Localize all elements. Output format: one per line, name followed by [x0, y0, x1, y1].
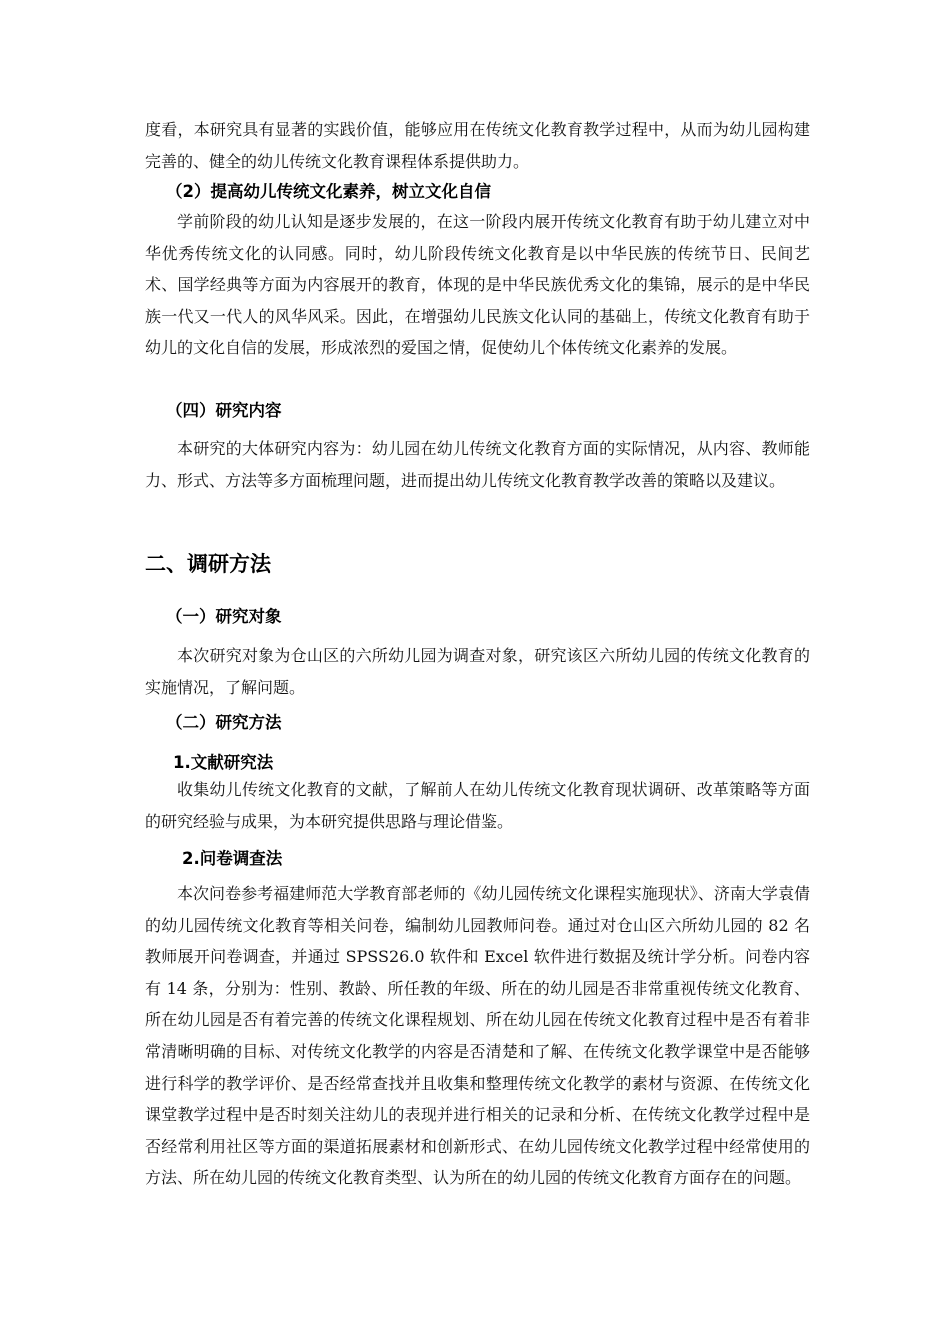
paragraph-intro-continued: 度看，本研究具有显著的实践价值，能够应用在传统文化教育教学过程中，从而为幼儿园构建完善的、健全的幼儿传统文化教育课程体系提供助力。 [145, 120, 810, 171]
paragraph-survey-method: 本次问卷参考福建师范大学教育部老师的《幼儿园传统文化课程实施现状》、济南大学袁倩的幼儿园传统文化教育等相关问卷，编制幼儿园教师问卷。通过对仓山区六所幼儿园的 82 名教师展开问卷调查，并通过 SPSS26.0 软件和 Excel 软件进行数据及统计学分析。问卷内容有 14 条，分别为：性别、教龄、所任教的年级、所在的幼儿园是否非常重视传统文化教育、所在幼儿园是否有着完善的传统文化课程规划、所在幼儿园在传统文化教育过程中是否有着非常清晰明确的目标、对传统文化教学的内容是否清楚和了解、在传统文化教学课堂中是否能够进行科学的教学评价、是否经常查找并且收集和整理传统文化教学的素材与资源、在传统文化课堂教学过程中是否时刻关注幼儿的表现并进行相关的记录和分析、在传统文化教学过程中是否经常利用社区等方面的渠道拓展素材和创新形式、在幼儿园传统文化教学过程中经常使用的方法、所在幼儿园的传统文化教育类型、认为所在的幼儿园的传统文化教育方面存在的问题。 [145, 884, 810, 1188]
heading-improve-cultural-literacy: （2）提高幼儿传统文化素养，树立文化自信 [166, 182, 491, 201]
heading-research-methods: （二）研究方法 [166, 713, 282, 732]
paragraph-research-objects: 本次研究对象为仓山区的六所幼儿园为调查对象，研究该区六所幼儿园的传统文化教育的实施情况，了解问题。 [145, 646, 810, 697]
paragraph-research-content: 本研究的大体研究内容为：幼儿园在幼儿传统文化教育方面的实际情况，从内容、教师能力、形式、方法等多方面梳理问题，进而提出幼儿传统文化教育教学改善的策略以及建议。 [145, 439, 810, 490]
paragraph-literature-method: 收集幼儿传统文化教育的文献，了解前人在幼儿传统文化教育现状调研、改革策略等方面的研究经验与成果，为本研究提供思路与理论借鉴。 [145, 780, 810, 831]
heading-research-content: （四）研究内容 [166, 401, 282, 420]
heading-chapter-research-methods: 二、调研方法 [145, 552, 271, 576]
heading-literature-method: 1.文献研究法 [173, 753, 274, 772]
heading-research-objects: （一）研究对象 [166, 607, 282, 626]
paragraph-cultural-confidence: 学前阶段的幼儿认知是逐步发展的，在这一阶段内展开传统文化教育有助于幼儿建立对中华优秀传统文化的认同感。同时，幼儿阶段传统文化教育是以中华民族的传统节日、民间艺术、国学经典等方面为内容展开的教育，体现的是中华民族优秀文化的集锦，展示的是中华民族一代又一代人的风华风采。因此，在增强幼儿民族文化认同的基础上，传统文化教育有助于幼儿的文化自信的发展，形成浓烈的爱国之情，促使幼儿个体传统文化素养的发展。 [145, 212, 810, 358]
heading-survey-method: 2.问卷调查法 [182, 849, 283, 868]
